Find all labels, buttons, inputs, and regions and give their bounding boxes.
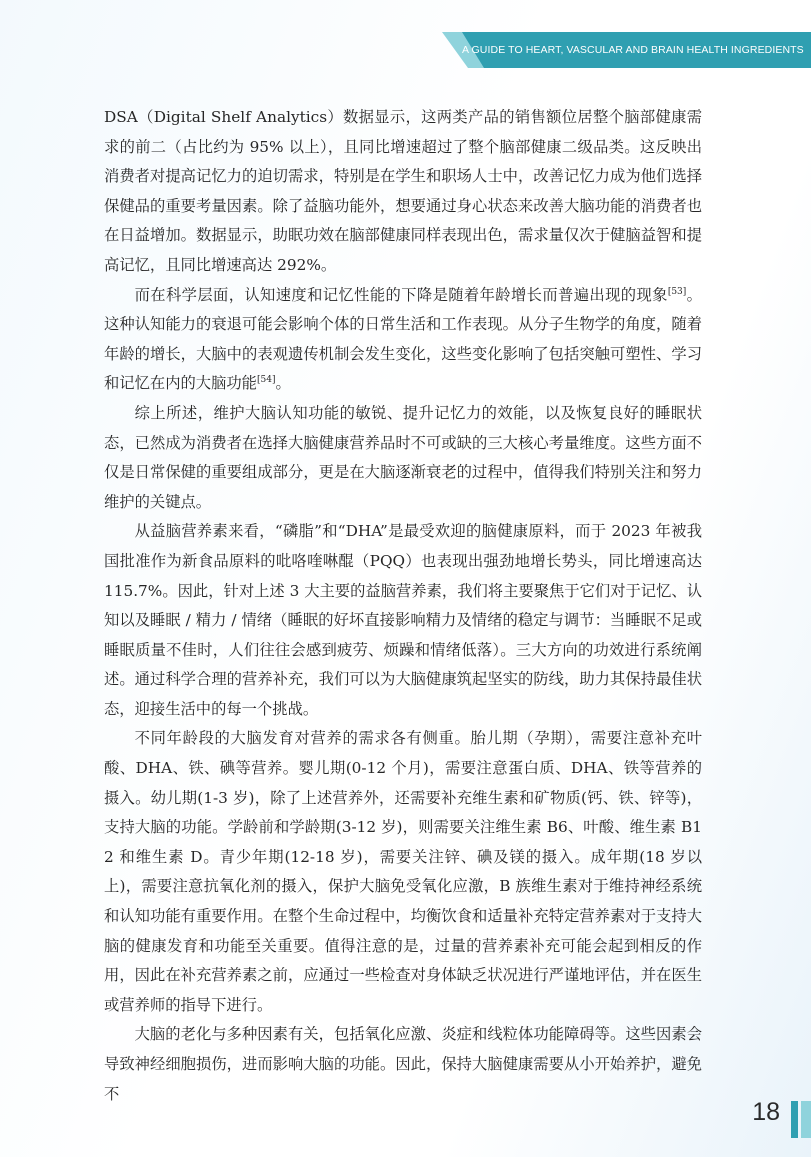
paragraph-5-text: 不同年龄段的大脑发育对营养的需求各有侧重。胎儿期（孕期），需要注意补充叶酸、DHA、铁、碘等营养。婴儿期(0-12 个月)，需要注意蛋白质、DHA、铁等营养的摄入。幼儿期(1-3 岁)，除了上述营养外，还需要补充维生素和矿物质(钙、铁、锌等)，支持大脑的功能。学龄前和学龄期(3-12 岁)，则需要关注维生素 B6、叶酸、维生素 B12 和维生素 D。青少年期(12-18 岁)，需要关注锌、碘及镁的摄入。成年期(18 岁以上)，需要注意抗氧化剂的摄入，保护大脑免受氧化应激，B 族维生素对于维持神经系统和认知功能有重要作用。在整个生命过程中，均衡饮食和适量补充特定营养素对于支持大脑的健康发育和功能至关重要。值得注意的是，过量的营养素补充可能会起到相反的作用，因此在补充营养素之前，应通过一些检查对身体缺乏状况进行严谨地评估，并在医生或营养师的指导下进行。	[104, 729, 702, 1014]
page-number: 18	[752, 1098, 780, 1126]
paragraph-4	[104, 517, 702, 724]
paragraph-6	[104, 1020, 702, 1109]
page-number-bar-dark	[791, 1101, 798, 1138]
citation-54: [54]	[256, 375, 276, 386]
citation-53: [53]	[667, 286, 687, 297]
body-text	[104, 103, 702, 1109]
paragraph-3-text: 综上所述，维护大脑认知功能的敏锐、提升记忆力的效能，以及恢复良好的睡眠状态，已然成为消费者在选择大脑健康营养品时不可或缺的三大核心考量维度。这些方面不仅是日常保健的重要组成部分，更是在大脑逐渐衰老的过程中，值得我们特别关注和努力维护的关键点。	[104, 403, 702, 511]
paragraph-1-text: DSA（Digital Shelf Analytics）数据显示，这两类产品的销售额位居整个脑部健康需求的前二（占比约为 95% 以上），且同比增速超过了整个脑部健康二级品类。这反映出消费者对提高记忆力的迫切需求，特别是在学生和职场人士中，改善记忆力成为他们选择保健品的重要考量因素。除了益脑功能外，想要通过身心状态来改善大脑功能的消费者也在日益增加。数据显示，助眠功效在脑部健康同样表现出色，需求量仅次于健脑益智和提高记忆，且同比增速高达 292%。	[104, 108, 702, 274]
paragraph-2-tail: 。这种认知能力的衰退可能会影响个体的日常生活和工作表现。从分子生物学的角度，随着年龄的增长，大脑中的表观遗传机制会发生变化，这些变化影响了包括突触可塑性、学习和记忆在内的大脑功能	[104, 285, 702, 393]
paragraph-2-text: 而在科学层面，认知速度和记忆性能的下降是随着年龄增长而普遍出现的现象	[134, 285, 668, 304]
paragraph-2-end: 。	[275, 374, 291, 393]
header-title: A GUIDE TO HEART, VASCULAR AND BRAIN HEALTH INGREDIENTS	[462, 44, 804, 56]
paragraph-3	[104, 399, 702, 517]
paragraph-2	[104, 281, 702, 399]
page-number-bar-light	[801, 1101, 811, 1138]
paragraph-1	[104, 103, 702, 281]
paragraph-4-text: 从益脑营养素来看，“磷脂”和“DHA”是最受欢迎的脑健康原料，而于 2023 年被我国批准作为新食品原料的吡咯喹啉醌（PQQ）也表现出强劲地增长势头，同比增速高达 115.7%。因此，针对上述 3 大主要的益脑营养素，我们将主要聚焦于它们对于记忆、认知以及睡眠 / 精力 / 情绪（睡眠的好坏直接影响精力及情绪的稳定与调节：当睡眠不足或睡眠质量不佳时，人们往往会感到疲劳、烦躁和情绪低落）。三大方向的功效进行系统阐述。通过科学合理的营养补充，我们可以为大脑健康筑起坚实的防线，助力其保持最佳状态，迎接生活中的每一个挑战。	[104, 522, 702, 718]
paragraph-5	[104, 724, 702, 1020]
paragraph-6-text: 大脑的老化与多种因素有关，包括氧化应激、炎症和线粒体功能障碍等。这些因素会导致神经细胞损伤，进而影响大脑的功能。因此，保持大脑健康需要从小开始养护，避免不	[104, 1025, 702, 1103]
